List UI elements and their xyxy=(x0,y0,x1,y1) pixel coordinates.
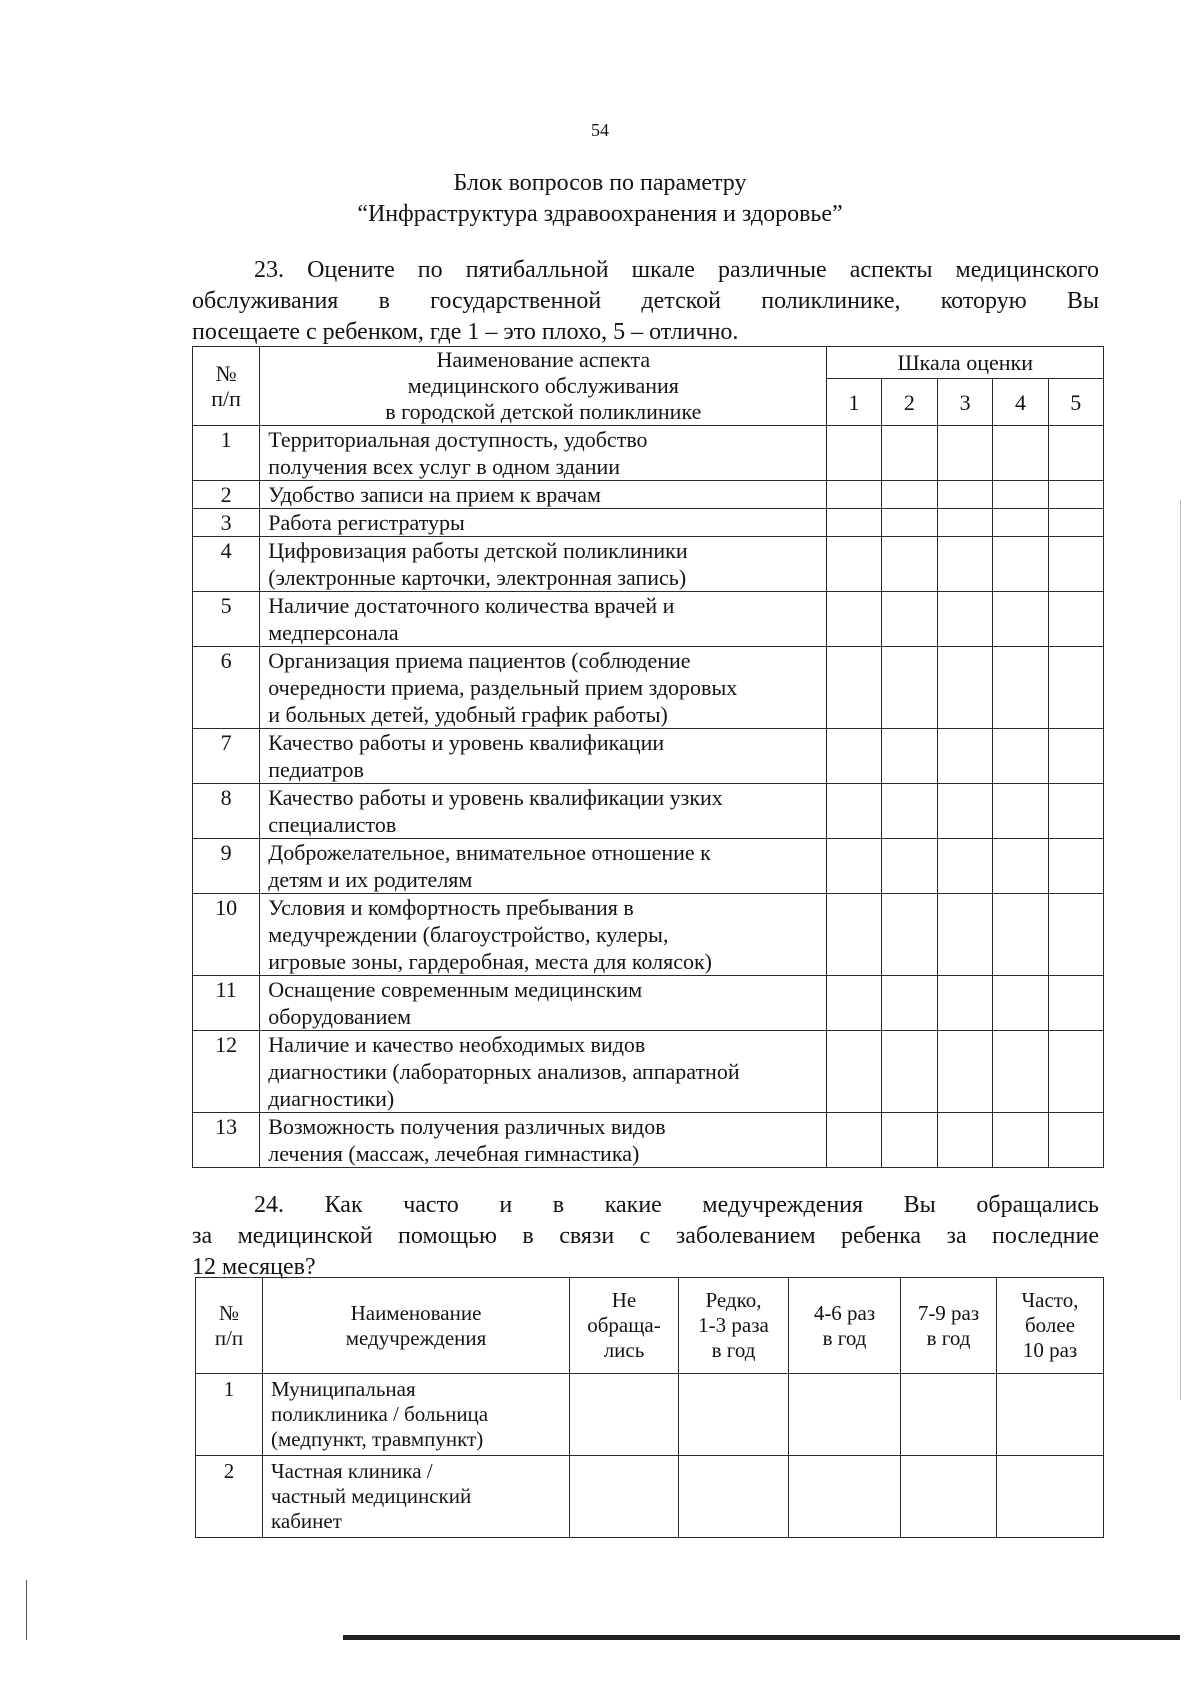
score-cell-1[interactable] xyxy=(827,894,881,976)
block-title-line1: Блок вопросов по параметру xyxy=(453,170,747,196)
aspect-name xyxy=(260,839,827,894)
aspects-rating-table xyxy=(192,346,1104,1168)
aspect-line: детям и их родителям xyxy=(268,867,473,892)
header-line: более xyxy=(1024,1313,1076,1337)
page-number: 54 xyxy=(591,120,609,140)
score-cell-4[interactable] xyxy=(993,1113,1048,1168)
header-line: Редко, xyxy=(705,1288,762,1312)
table2-header-7-9 xyxy=(901,1278,997,1374)
score-cell-5[interactable] xyxy=(1048,647,1103,729)
score-cell-1[interactable] xyxy=(827,481,881,509)
score-cell-2[interactable] xyxy=(881,426,937,481)
question-24-line3: 12 месяцев? xyxy=(192,1254,316,1280)
question-24 xyxy=(192,1190,1099,1283)
aspect-line: очередности приема, раздельный прием здоровых xyxy=(268,675,738,700)
table1-header-aspect-line3: в городской детской поликлинике xyxy=(385,399,702,424)
facility-line: Муниципальная xyxy=(271,1377,416,1401)
score-cell-2[interactable] xyxy=(881,647,937,729)
frequency-cell[interactable] xyxy=(901,1374,997,1456)
question-24-line2: за медицинской помощью в связи с заболеванием ребенка за последние xyxy=(192,1223,1099,1249)
aspect-line: Удобство записи на прием к врачам xyxy=(268,482,601,507)
facility-line: (медпункт, травмпункт) xyxy=(271,1427,484,1451)
table1-row xyxy=(193,784,1104,839)
header-line: Не xyxy=(611,1288,637,1312)
question-23-line1: 23. Оцените по пятибалльной шкале различные аспекты медицинского xyxy=(254,257,1099,283)
table1-header-score-5: 5 xyxy=(1048,379,1103,426)
row-number: 8 xyxy=(193,784,260,839)
aspect-name xyxy=(260,537,827,592)
score-cell-1[interactable] xyxy=(827,729,881,784)
score-cell-2[interactable] xyxy=(881,976,937,1031)
table1-header-number-text: № п/п xyxy=(211,360,241,411)
table2-header-never xyxy=(570,1278,679,1374)
header-line: в год xyxy=(711,1338,756,1362)
score-cell-1[interactable] xyxy=(827,784,881,839)
score-cell-4[interactable] xyxy=(993,729,1048,784)
aspect-line: Наличие и качество необходимых видов xyxy=(268,1032,646,1057)
table1-row xyxy=(193,426,1104,481)
row-number: 3 xyxy=(193,509,260,537)
frequency-cell[interactable] xyxy=(789,1374,901,1456)
score-cell-3[interactable] xyxy=(938,729,993,784)
score-cell-1[interactable] xyxy=(827,1113,881,1168)
score-cell-1[interactable] xyxy=(827,509,881,537)
score-cell-5[interactable] xyxy=(1048,784,1103,839)
table1-header-score-3: 3 xyxy=(938,379,993,426)
aspect-name xyxy=(260,592,827,647)
aspect-line: Возможность получения различных видов xyxy=(268,1114,666,1139)
frequency-cell[interactable] xyxy=(570,1374,679,1456)
score-cell-5[interactable] xyxy=(1048,729,1103,784)
table2-header-number-text: № п/п xyxy=(214,1300,244,1350)
aspect-line: игровые зоны, гардеробная, места для колясок) xyxy=(268,949,712,974)
score-cell-2[interactable] xyxy=(881,839,937,894)
table2-header-rarely xyxy=(679,1278,789,1374)
facility-line: частный медицинский xyxy=(271,1484,472,1508)
aspect-name xyxy=(260,481,827,509)
score-cell-1[interactable] xyxy=(827,426,881,481)
score-cell-3[interactable] xyxy=(938,509,993,537)
aspect-line: диагностики (лабораторных анализов, аппаратной xyxy=(268,1059,740,1084)
table1-header-scale: Шкала оценки xyxy=(827,347,1104,379)
score-cell-3[interactable] xyxy=(938,894,993,976)
score-cell-5[interactable] xyxy=(1048,592,1103,647)
table1-row xyxy=(193,509,1104,537)
table1-row xyxy=(193,592,1104,647)
aspect-line: Наличие достаточного количества врачей и xyxy=(268,593,675,618)
table1-header-score-1: 1 xyxy=(827,379,881,426)
score-cell-2[interactable] xyxy=(881,592,937,647)
question-23 xyxy=(192,255,1099,348)
score-cell-1[interactable] xyxy=(827,839,881,894)
aspect-line: Доброжелательное, внимательное отношение к xyxy=(268,840,711,865)
row-number: 4 xyxy=(193,537,260,592)
aspect-name xyxy=(260,894,827,976)
row-number: 12 xyxy=(193,1031,260,1113)
frequency-cell[interactable] xyxy=(997,1374,1104,1456)
score-cell-1[interactable] xyxy=(827,1031,881,1113)
score-cell-3[interactable] xyxy=(938,481,993,509)
header-line: в год xyxy=(822,1325,867,1350)
score-cell-2[interactable] xyxy=(881,1031,937,1113)
score-cell-2[interactable] xyxy=(881,481,937,509)
score-cell-5[interactable] xyxy=(1048,976,1103,1031)
frequency-cell[interactable] xyxy=(570,1456,679,1538)
row-number: 6 xyxy=(193,647,260,729)
score-cell-4[interactable] xyxy=(993,481,1048,509)
aspect-line: оборудованием xyxy=(268,1004,412,1029)
row-number: 2 xyxy=(193,481,260,509)
row-number: 5 xyxy=(193,592,260,647)
frequency-cell[interactable] xyxy=(789,1456,901,1538)
table1-row xyxy=(193,1031,1104,1113)
score-cell-5[interactable] xyxy=(1048,1113,1103,1168)
block-title-line2: “Инфраструктура здравоохранения и здоровье” xyxy=(357,201,843,227)
score-cell-3[interactable] xyxy=(938,647,993,729)
score-cell-3[interactable] xyxy=(938,784,993,839)
score-cell-5[interactable] xyxy=(1048,894,1103,976)
header-line: 4-6 раз xyxy=(813,1300,876,1325)
score-cell-1[interactable] xyxy=(827,647,881,729)
score-cell-4[interactable] xyxy=(993,647,1048,729)
table1-row xyxy=(193,537,1104,592)
frequency-cell[interactable] xyxy=(679,1374,789,1456)
facility-line: кабинет xyxy=(271,1509,342,1533)
aspect-line: медперсонала xyxy=(268,620,399,645)
table1-header-aspect-line2: медицинского обслуживания xyxy=(407,373,679,398)
aspect-name xyxy=(260,426,827,481)
header-line: 1-3 раза xyxy=(698,1313,769,1337)
facility-frequency-table xyxy=(195,1277,1104,1538)
score-cell-2[interactable] xyxy=(881,1113,937,1168)
aspect-line: получения всех услуг в одном здании xyxy=(268,454,621,479)
aspect-line: Качество работы и уровень квалификации узких xyxy=(268,785,723,810)
aspect-line: Оснащение современным медицинским xyxy=(268,977,643,1002)
aspect-name xyxy=(260,976,827,1031)
table2-row xyxy=(196,1374,1104,1456)
aspect-line: Работа регистратуры xyxy=(268,510,465,535)
aspect-name xyxy=(260,729,827,784)
table1-row xyxy=(193,894,1104,976)
row-number: 2 xyxy=(196,1456,263,1538)
score-cell-4[interactable] xyxy=(993,426,1048,481)
score-cell-2[interactable] xyxy=(881,894,937,976)
row-number: 1 xyxy=(193,426,260,481)
score-cell-4[interactable] xyxy=(993,784,1048,839)
scan-margin-line xyxy=(26,1580,27,1640)
table2-row xyxy=(196,1456,1104,1538)
row-number: 9 xyxy=(193,839,260,894)
aspect-line: медучреждении (благоустройство, кулеры, xyxy=(268,922,669,947)
table1-row xyxy=(193,1113,1104,1168)
frequency-cell[interactable] xyxy=(679,1456,789,1538)
scan-margin-line xyxy=(1180,500,1181,1400)
table1-header-aspect-line1: Наименование аспекта xyxy=(436,347,651,372)
score-cell-4[interactable] xyxy=(993,537,1048,592)
table2-header-facility-line1: Наименование xyxy=(350,1300,482,1325)
table2-header-number xyxy=(196,1278,263,1374)
score-cell-2[interactable] xyxy=(881,729,937,784)
table2-header-4-6 xyxy=(789,1278,901,1374)
table1-row xyxy=(193,839,1104,894)
table1-header-number xyxy=(193,347,260,426)
score-cell-4[interactable] xyxy=(993,894,1048,976)
table1-row xyxy=(193,729,1104,784)
header-line: 10 раз xyxy=(1022,1338,1078,1362)
score-cell-3[interactable] xyxy=(938,426,993,481)
table1-row xyxy=(193,647,1104,729)
table1-header-score-2: 2 xyxy=(881,379,937,426)
facility-name xyxy=(263,1456,570,1538)
aspect-name xyxy=(260,1031,827,1113)
frequency-cell[interactable] xyxy=(997,1456,1104,1538)
score-cell-3[interactable] xyxy=(938,839,993,894)
header-line: обраща- xyxy=(587,1313,661,1337)
table1-header-score-4: 4 xyxy=(993,379,1048,426)
score-cell-3[interactable] xyxy=(938,592,993,647)
header-line: в год xyxy=(926,1325,971,1350)
aspect-line: Территориальная доступность, удобство xyxy=(268,427,648,452)
aspect-name xyxy=(260,784,827,839)
table2-header-facility-line2: медучреждения xyxy=(345,1325,487,1350)
table2-header-often xyxy=(997,1278,1104,1374)
score-cell-3[interactable] xyxy=(938,1113,993,1168)
score-cell-2[interactable] xyxy=(881,784,937,839)
row-number: 13 xyxy=(193,1113,260,1168)
score-cell-3[interactable] xyxy=(938,976,993,1031)
facility-name xyxy=(263,1374,570,1456)
aspect-name xyxy=(260,1113,827,1168)
score-cell-1[interactable] xyxy=(827,592,881,647)
score-cell-5[interactable] xyxy=(1048,426,1103,481)
frequency-cell[interactable] xyxy=(901,1456,997,1538)
aspect-line: специалистов xyxy=(268,812,397,837)
score-cell-4[interactable] xyxy=(993,509,1048,537)
score-cell-2[interactable] xyxy=(881,537,937,592)
question-23-line3: посещаете с ребенком, где 1 – это плохо, 5 – отлично. xyxy=(192,319,739,345)
score-cell-2[interactable] xyxy=(881,509,937,537)
aspect-name xyxy=(260,647,827,729)
header-line: лись xyxy=(603,1338,645,1362)
facility-line: поликлиника / больница xyxy=(271,1402,489,1426)
score-cell-4[interactable] xyxy=(993,839,1048,894)
row-number: 1 xyxy=(196,1374,263,1456)
row-number: 7 xyxy=(193,729,260,784)
score-cell-5[interactable] xyxy=(1048,1031,1103,1113)
score-cell-4[interactable] xyxy=(993,1031,1048,1113)
block-title xyxy=(0,168,1200,230)
header-line: 7-9 раз xyxy=(917,1300,980,1325)
question-24-line1: 24. Как часто и в какие медучреждения Вы обращались xyxy=(254,1192,1099,1218)
aspect-line: (электронные карточки, электронная запись) xyxy=(268,565,687,590)
score-cell-1[interactable] xyxy=(827,537,881,592)
aspect-line: диагностики) xyxy=(268,1086,395,1111)
table2-header-facility xyxy=(263,1278,570,1374)
aspect-name xyxy=(260,509,827,537)
table1-row xyxy=(193,481,1104,509)
aspect-line: Цифровизация работы детской поликлиники xyxy=(268,538,688,563)
score-cell-4[interactable] xyxy=(993,592,1048,647)
score-cell-1[interactable] xyxy=(827,976,881,1031)
score-cell-5[interactable] xyxy=(1048,537,1103,592)
aspect-line: педиатров xyxy=(268,757,364,782)
table1-row xyxy=(193,976,1104,1031)
aspect-line: и больных детей, удобный график работы) xyxy=(268,702,668,727)
score-cell-5[interactable] xyxy=(1048,839,1103,894)
score-cell-5[interactable] xyxy=(1048,481,1103,509)
bottom-rule xyxy=(343,1635,1180,1640)
score-cell-3[interactable] xyxy=(938,1031,993,1113)
aspect-line: Качество работы и уровень квалификации xyxy=(268,730,665,755)
facility-line: Частная клиника / xyxy=(271,1459,433,1483)
aspect-line: лечения (массаж, лечебная гимнастика) xyxy=(268,1141,640,1166)
score-cell-3[interactable] xyxy=(938,537,993,592)
row-number: 10 xyxy=(193,894,260,976)
question-23-line2: обслуживания в государственной детской поликлинике, которую Вы xyxy=(192,288,1099,314)
row-number: 11 xyxy=(193,976,260,1031)
table1-header-aspect xyxy=(260,347,827,426)
aspect-line: Условия и комфортность пребывания в xyxy=(268,895,634,920)
header-line: Часто, xyxy=(1021,1288,1079,1312)
aspect-line: Организация приема пациентов (соблюдение xyxy=(268,648,691,673)
score-cell-4[interactable] xyxy=(993,976,1048,1031)
score-cell-5[interactable] xyxy=(1048,509,1103,537)
